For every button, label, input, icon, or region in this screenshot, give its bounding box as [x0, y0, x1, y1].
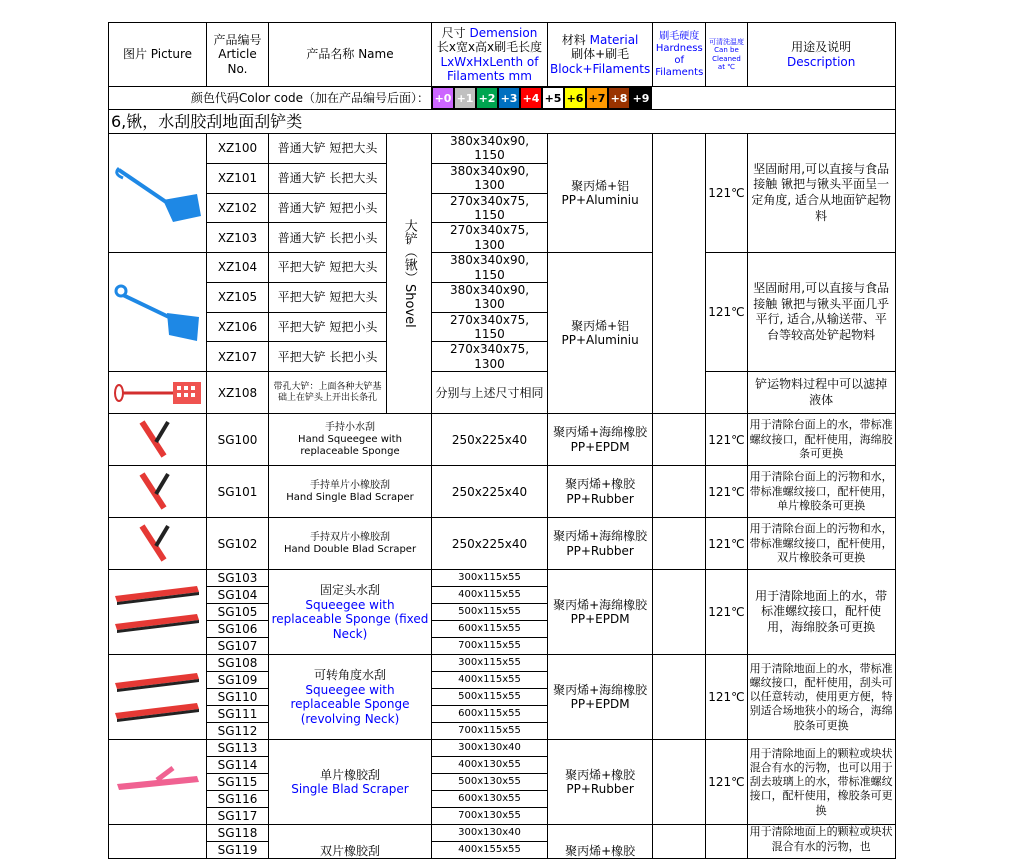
dimension: 700x130x55 — [432, 808, 548, 825]
table-row — [109, 655, 896, 672]
picture-single-scraper — [109, 740, 207, 825]
dimension: 250x225x40 — [432, 414, 548, 466]
table-row — [109, 253, 896, 283]
article-code: SG113 — [207, 740, 269, 757]
name-cn: 可转角度水刮 — [313, 668, 386, 683]
material: 聚丙烯+海绵橡胶 PP+EPDM — [548, 414, 653, 466]
header-mat-en2: Block+Filaments — [550, 61, 651, 76]
product-name: 双片橡胶刮 — [269, 825, 432, 859]
product-table — [108, 22, 896, 859]
product-name — [269, 466, 432, 518]
article-code: SG100 — [207, 414, 269, 466]
clean-temp: 121℃ — [706, 253, 747, 372]
product-name: 普通大铲 短把大头 — [269, 134, 387, 164]
material: 聚丙烯+橡胶 — [548, 825, 653, 859]
dimension: 380x340x90, 1300 — [432, 163, 548, 193]
dimension: 400x115x55 — [432, 672, 548, 689]
dimension: 400x155x55 — [432, 842, 548, 859]
header-usage — [747, 23, 895, 87]
picture-single-blade — [109, 466, 207, 518]
article-code: SG110 — [207, 689, 269, 706]
description: 用于清除台面上的污物和水，带标准螺纹接口，配杆使用，双片橡胶条可更换 — [747, 518, 895, 570]
header-dim-cn: 尺寸 — [441, 25, 466, 40]
dimension: 700x115x55 — [432, 723, 548, 740]
shovel-label-text: 大铲（锹）Shovel — [401, 219, 417, 328]
color-swatches — [432, 87, 896, 110]
header-mat-cn2: 刷体+刷毛 — [571, 47, 630, 62]
dimension: 600x115x55 — [432, 621, 548, 638]
color-swatch: +4 — [520, 87, 542, 109]
table-row — [109, 466, 896, 518]
article-code: XZ105 — [207, 282, 269, 312]
picture-hand-squeegee — [109, 414, 207, 466]
header-name: 产品名称 Name — [269, 23, 432, 87]
color-swatch: +8 — [608, 87, 630, 109]
header-hardness: 刷毛硬度 Hardness of Filaments — [653, 23, 706, 87]
description: 用于清除地面上的水，带标准螺纹接口，配杆使用，海绵胶条可更换 — [747, 570, 895, 655]
name-en: Single Blad Scraper — [291, 782, 409, 797]
color-code-label: 颜色代码Color code（加在产品编号后面）： — [109, 87, 432, 110]
article-code: SG105 — [207, 604, 269, 621]
hardness-empty — [653, 655, 706, 740]
article-code: SG103 — [207, 570, 269, 587]
section-title: 6,锹，水刮胶刮地面刮铲类 — [109, 110, 896, 134]
material: 聚丙烯+橡胶 PP+Rubber — [548, 740, 653, 825]
article-code: SG104 — [207, 587, 269, 604]
picture-fixed-squeegee — [109, 570, 207, 655]
header-dim-en2: LxWxHxLenth of Filaments mm — [440, 54, 539, 83]
single-scraper-image — [111, 742, 205, 822]
dimension: 250x225x40 — [432, 466, 548, 518]
single-blade-image — [128, 470, 188, 514]
dimension: 500x130x55 — [432, 774, 548, 791]
flat-shovel-image — [113, 277, 203, 347]
article-code: SG111 — [207, 706, 269, 723]
picture-shovel-2 — [109, 253, 207, 372]
article-code: XZ102 — [207, 193, 269, 223]
name-en: Hand Squeegee with replaceable Sponge — [298, 433, 402, 457]
article-code: SG109 — [207, 672, 269, 689]
dimension: 300x115x55 — [432, 570, 548, 587]
dimension: 400x130x55 — [432, 757, 548, 774]
clean-temp: 121℃ — [706, 414, 747, 466]
name-cn: 手持单片小橡胶刮 — [310, 479, 390, 491]
table-row — [109, 372, 896, 414]
color-swatch: +2 — [476, 87, 498, 109]
hand-squeegee-image — [128, 418, 188, 462]
header-row — [109, 23, 896, 87]
header-picture: 图片 Picture — [109, 23, 207, 87]
material: 聚丙烯+海绵橡胶 PP+EPDM — [548, 570, 653, 655]
dimension: 380x340x90, 1150 — [432, 134, 548, 164]
clean-temp: 121℃ — [706, 466, 747, 518]
description: 坚固耐用,可以直接与食品接触 锹把与锹头平面呈一定角度, 适合从地面铲起物料 — [747, 134, 895, 253]
table-row — [109, 134, 896, 164]
article-code: SG106 — [207, 621, 269, 638]
header-dim-en: Demension — [469, 25, 538, 40]
description: 用于清除地面上的颗粒或块状混合有水的污物，也可以用于刮去玻璃上的水，带标准螺纹接口，配杆使用，橡胶条可更换 — [747, 740, 895, 825]
header-usage-en: Description — [787, 54, 856, 69]
hardness-empty — [653, 570, 706, 655]
product-name: 普通大铲 长把小头 — [269, 223, 387, 253]
clean-temp: 121℃ — [706, 134, 747, 253]
shovel-image — [113, 160, 203, 226]
shovel-vertical-label — [387, 134, 432, 414]
name-cn: 单片橡胶刮 — [319, 767, 380, 782]
picture-shovel-1 — [109, 134, 207, 253]
header-material — [548, 23, 653, 87]
article-code: XZ103 — [207, 223, 269, 253]
article-code: SG116 — [207, 791, 269, 808]
clean-temp: 121℃ — [706, 570, 747, 655]
product-name: 带孔大铲：上面各种大铲基础上在铲头上开出长条孔 — [269, 372, 387, 414]
product-name: 平把大铲 短把大头 — [269, 282, 387, 312]
product-name — [269, 570, 432, 655]
table-row — [109, 414, 896, 466]
dimension: 分别与上述尺寸相同 — [432, 372, 548, 414]
color-swatch: +3 — [498, 87, 520, 109]
description: 用于清除台面上的污物和水，带标准螺纹接口，配杆使用，单片橡胶条可更换 — [747, 466, 895, 518]
color-swatch: +9 — [630, 87, 652, 109]
dimension: 600x130x55 — [432, 791, 548, 808]
header-dim-cn2: 长x宽x高x刷毛长度 — [436, 40, 543, 55]
hardness-empty — [653, 466, 706, 518]
dimension: 270x340x75, 1300 — [432, 342, 548, 372]
material: 聚丙烯+铝 PP+Aluminiu — [548, 134, 653, 253]
header-dimension — [432, 23, 548, 87]
table-row — [109, 570, 896, 587]
color-swatch: +5 — [542, 87, 564, 109]
material: 聚丙烯+海绵橡胶 PP+EPDM — [548, 655, 653, 740]
product-name: 平把大铲 短把小头 — [269, 312, 387, 342]
fixed-squeegee-image — [111, 572, 205, 652]
dimension: 250x225x40 — [432, 518, 548, 570]
section-row — [109, 110, 896, 134]
clean-temp: 121℃ — [706, 740, 747, 825]
picture-double-blade — [109, 518, 207, 570]
dimension: 600x115x55 — [432, 706, 548, 723]
dimension: 380x340x90, 1150 — [432, 253, 548, 283]
dimension: 270x340x75, 1300 — [432, 223, 548, 253]
double-blade-image — [128, 522, 188, 566]
article-code: SG107 — [207, 638, 269, 655]
product-name — [269, 740, 432, 825]
article-code: SG117 — [207, 808, 269, 825]
table-row — [109, 518, 896, 570]
hardness-empty — [653, 414, 706, 466]
article-code: SG102 — [207, 518, 269, 570]
name-en: Squeegee with replaceable Sponge (fixed Neck) — [271, 597, 429, 641]
name-cn: 手持小水刮 — [325, 421, 375, 433]
product-name — [269, 655, 432, 740]
dimension: 300x115x55 — [432, 655, 548, 672]
clean-temp-empty — [706, 825, 747, 859]
dimension: 380x340x90, 1300 — [432, 282, 548, 312]
name-en: Hand Double Blad Scraper — [283, 543, 417, 555]
article-code: SG114 — [207, 757, 269, 774]
dimension: 270x340x75, 1150 — [432, 312, 548, 342]
article-code: XZ104 — [207, 253, 269, 283]
clean-temp-empty — [706, 372, 747, 414]
dimension: 300x130x40 — [432, 740, 548, 757]
article-code: SG108 — [207, 655, 269, 672]
table-row — [109, 825, 896, 842]
description: 铲运物料过程中可以滤掉液体 — [747, 372, 895, 414]
product-name — [269, 518, 432, 570]
picture-revolving-squeegee — [109, 655, 207, 740]
dimension: 500x115x55 — [432, 689, 548, 706]
picture-double-scraper — [109, 825, 207, 859]
name-en: Squeegee with replaceable Sponge (revolving Neck) — [290, 682, 410, 726]
dimension: 270x340x75, 1150 — [432, 193, 548, 223]
article-code: XZ108 — [207, 372, 269, 414]
article-code: XZ101 — [207, 163, 269, 193]
name-cn: 手持双片小橡胶刮 — [310, 531, 390, 543]
article-code: SG101 — [207, 466, 269, 518]
article-code: SG118 — [207, 825, 269, 842]
dimension: 400x115x55 — [432, 587, 548, 604]
article-code: XZ107 — [207, 342, 269, 372]
clean-temp: 121℃ — [706, 655, 747, 740]
header-mat-cn: 材料 — [561, 32, 586, 47]
header-clean: 可清洗温度Can be Cleaned at ℃ — [706, 23, 747, 87]
product-name: 平把大铲 短把大头 — [269, 253, 387, 283]
article-code: SG119 — [207, 842, 269, 859]
product-name: 平把大铲 长把小头 — [269, 342, 387, 372]
material: 聚丙烯+橡胶 PP+Rubber — [548, 466, 653, 518]
description: 用于清除台面上的水，带标准螺纹接口，配杆使用，海绵胶条可更换 — [747, 414, 895, 466]
article-code: XZ106 — [207, 312, 269, 342]
table-row — [109, 740, 896, 757]
article-code: SG112 — [207, 723, 269, 740]
article-code: SG115 — [207, 774, 269, 791]
product-name: 普通大铲 长把大头 — [269, 163, 387, 193]
header-mat-en: Material — [589, 32, 639, 47]
color-swatch: +1 — [454, 87, 476, 109]
description: 坚固耐用,可以直接与食品接触 锹把与锹头平面几乎平行, 适合,从输送带、平台等较高处铲起物料 — [747, 253, 895, 372]
holed-shovel-image — [111, 378, 205, 408]
article-code: XZ100 — [207, 134, 269, 164]
material: 聚丙烯+铝 PP+Aluminiu — [548, 253, 653, 414]
dimension: 700x115x55 — [432, 638, 548, 655]
color-code-row — [109, 87, 896, 110]
header-usage-cn: 用途及说明 — [791, 40, 852, 55]
product-spec-sheet — [108, 22, 896, 859]
hardness-empty — [653, 518, 706, 570]
product-name — [269, 414, 432, 466]
material: 聚丙烯+海绵橡胶 PP+Rubber — [548, 518, 653, 570]
picture-shovel-3 — [109, 372, 207, 414]
name-en: Hand Single Blad Scraper — [286, 491, 414, 503]
color-swatch: +6 — [564, 87, 586, 109]
product-name: 普通大铲 短把小头 — [269, 193, 387, 223]
color-swatch: +0 — [432, 87, 454, 109]
clean-temp: 121℃ — [706, 518, 747, 570]
description: 用于清除地面上的颗粒或块状混合有水的污物，也 — [747, 825, 895, 859]
name-cn: 固定头水刮 — [319, 583, 380, 598]
hardness-empty — [653, 825, 706, 859]
dimension: 300x130x40 — [432, 825, 548, 842]
header-article: 产品编号 Article No. — [207, 23, 269, 87]
color-swatch: +7 — [586, 87, 608, 109]
hardness-empty — [653, 134, 706, 414]
hardness-empty — [653, 740, 706, 825]
dimension: 500x115x55 — [432, 604, 548, 621]
description: 用于清除地面上的水，带标准螺纹接口，配杆使用，刮头可以任意转动，使用更方便，特别适合场地狭小的场合，海绵胶条可更换 — [747, 655, 895, 740]
revolving-squeegee-image — [111, 657, 205, 737]
